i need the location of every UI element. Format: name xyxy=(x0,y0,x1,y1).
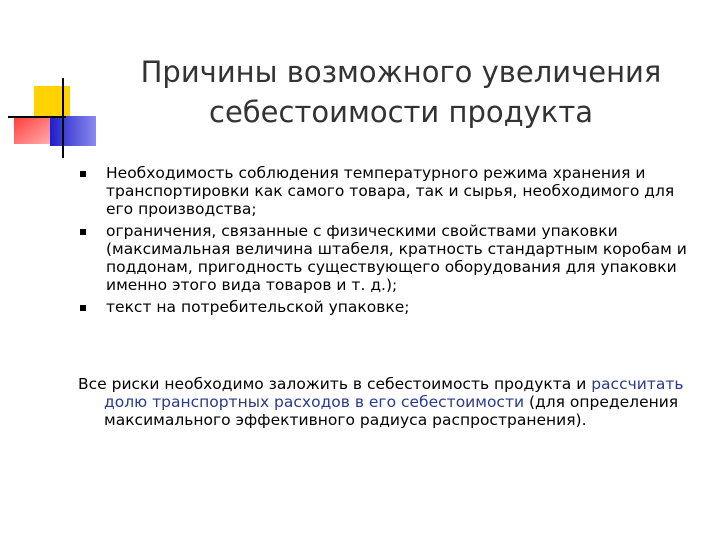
bullet-text: Необходимость соблюдения температурного режима хранения и транспортировки как самого товара, так и сырья, необходимого для его производства; xyxy=(106,164,675,218)
bullet-item xyxy=(78,164,698,218)
bullet-list xyxy=(78,164,698,320)
bullet-text: текст на потребительской упаковке; xyxy=(106,298,410,316)
bullet-text: ограничения, связанные с физическими свойствами упаковки (максимальная величина штабеля, кратность стандартным коробам и поддонам, пригодность существующего оборудования для упаковки именно этого вида товаров и т. д.); xyxy=(106,222,687,294)
bullet-square-icon xyxy=(80,171,86,177)
bullet-square-icon xyxy=(80,229,86,235)
conclusion-text-end: (для определения максимального эффективного радиуса распространения). xyxy=(104,393,679,429)
bullet-square-icon xyxy=(80,305,86,311)
conclusion-paragraph xyxy=(78,375,720,429)
bullet-item xyxy=(78,298,698,316)
decorative-red-square xyxy=(14,116,52,144)
conclusion-highlight: рассчитать долю транспортных расходов в его себестоимости xyxy=(104,375,684,411)
decorative-vertical-line xyxy=(62,78,64,158)
conclusion-text-start: Все риски необходимо заложить в себестоимость продукта и xyxy=(78,375,592,393)
decorative-blue-square xyxy=(50,116,96,146)
bullet-item xyxy=(78,222,698,294)
slide-title: Причины возможного увеличения себестоимости продукта xyxy=(140,55,662,129)
decorative-horizontal-line xyxy=(8,116,66,118)
